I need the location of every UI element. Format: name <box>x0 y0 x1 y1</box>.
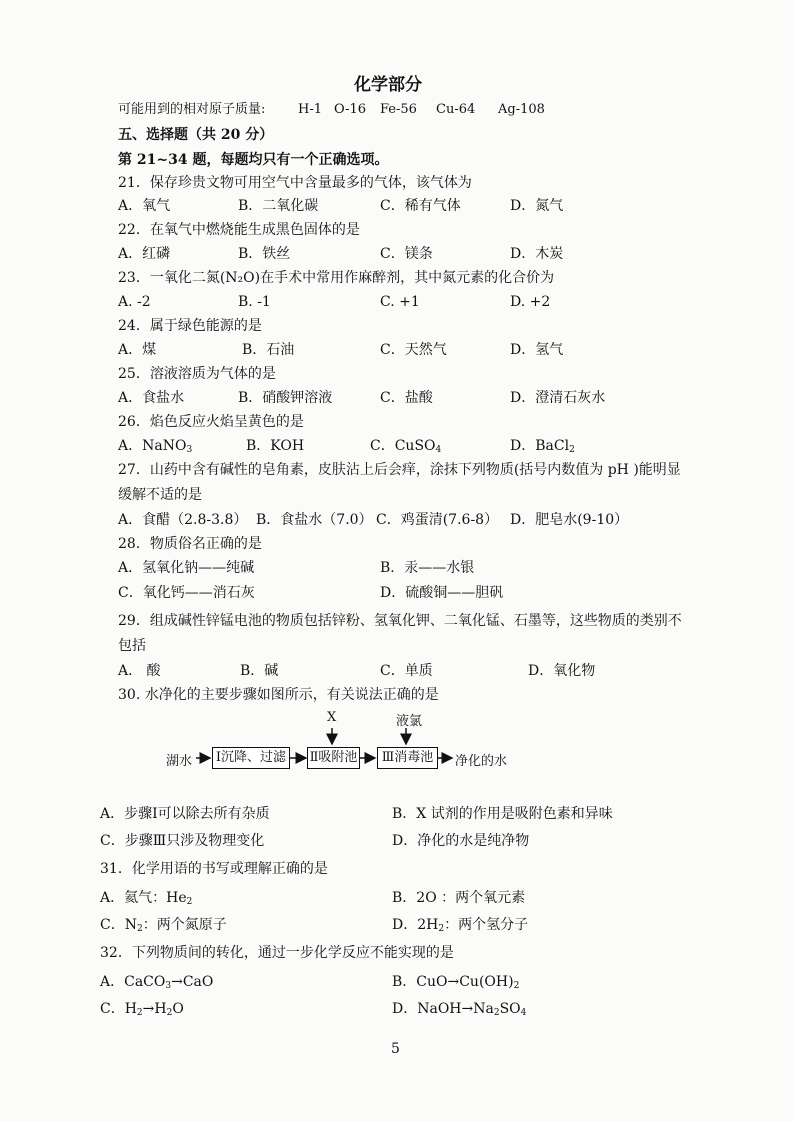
question-28-stem: 28．物质俗名正确的是 <box>118 536 262 552</box>
q28-option-a: A．氢氧化钠——纯碱 <box>118 560 255 576</box>
q24-option-c: C．天然气 <box>380 342 447 358</box>
q24-option-a: A．煤 <box>118 342 157 358</box>
mass-cu: Cu-64 <box>436 102 476 117</box>
q26-option-b: B．KOH <box>246 438 305 454</box>
q21-option-b: B．二氧化碳 <box>238 198 319 214</box>
diagram-input-lake-water: 湖水 <box>166 754 193 769</box>
q22-option-c: C．镁条 <box>380 246 433 262</box>
q30-option-c: C．步骤Ⅲ只涉及物理变化 <box>100 833 265 849</box>
question-29-stem-cont: 包括 <box>118 638 146 654</box>
q32-option-b: B．$CuO\to Cu(OH)_2$ <box>392 974 520 991</box>
q21-option-d: D．氮气 <box>510 198 564 214</box>
q30-option-a: A．步骤Ⅰ可以除去所有杂质 <box>100 806 270 822</box>
q22-option-a: A．红磷 <box>118 246 171 262</box>
q24-option-d: D．氢气 <box>510 342 564 358</box>
q25-option-b: B．硝酸钾溶液 <box>238 390 333 406</box>
question-21-stem: 21．保存珍贵文物可用空气中含量最多的气体，该气体为 <box>118 175 472 191</box>
question-23-stem: 23．一氧化二氮(N₂O)在手术中常用作麻醉剂，其中氮元素的化合价为 <box>118 270 555 286</box>
q23-option-c: C. +1 <box>380 294 420 310</box>
q22-option-b: B．铁丝 <box>238 246 291 262</box>
q28-option-b: B．汞——水银 <box>380 560 475 576</box>
q23-option-b: B. -1 <box>238 294 271 310</box>
question-24-stem: 24．属于绿色能源的是 <box>118 318 262 334</box>
q27-option-d: D．肥皂水(9-10） <box>510 512 629 528</box>
diagram-step-2-box: Ⅱ吸附池 <box>307 747 360 769</box>
question-27-stem: 27．山药中含有碱性的皂角素，皮肤沾上后会痒，涂抹下列物质(括号内数值为 pH )能明显 <box>118 462 681 478</box>
q23-option-d: D. +2 <box>510 294 551 310</box>
q26-option-c: C．CuSO$_4$ <box>370 438 442 455</box>
q29-option-d: D．氧化物 <box>528 663 596 679</box>
q31-option-b: B．2O ：两个氧元素 <box>392 890 526 906</box>
question-22-stem: 22．在氧气中燃烧能生成黑色固体的是 <box>118 222 360 238</box>
q29-option-c: C．单质 <box>380 663 433 679</box>
q32-option-a: A．CaCO$_3$→CaO <box>100 974 214 991</box>
q31-option-d: D．$2H_2$：两个氢分子 <box>392 917 529 934</box>
q31-option-c: C．$N_2$：两个氮原子 <box>100 917 227 934</box>
diagram-output-purified-water: 净化的水 <box>455 754 508 769</box>
q24-option-b: B．石油 <box>242 342 295 358</box>
question-31-stem: 31．化学用语的书写或理解正确的是 <box>100 861 328 877</box>
q25-option-c: C．盐酸 <box>380 390 433 406</box>
q29-option-a: A． 酸 <box>118 663 161 679</box>
q30-option-b: B．X 试剂的作用是吸附色素和异味 <box>392 806 613 822</box>
q25-option-a: A．食盐水 <box>118 390 185 406</box>
q21-option-a: A．氧气 <box>118 198 171 214</box>
section-header: 五、选择题（共 20 分） <box>118 127 274 143</box>
diagram-step-1-box: Ⅰ沉降、过滤 <box>212 747 290 769</box>
q32-option-c: C．$H_2\to H_2O$ <box>100 1001 184 1018</box>
mass-ag: Ag-108 <box>498 102 545 117</box>
q27-option-b: B．食盐水（7.0） <box>256 512 373 528</box>
q28-option-c: C．氧化钙——消石灰 <box>118 585 255 601</box>
q23-option-a: A. -2 <box>118 294 151 310</box>
q28-option-d: D．硫酸铜——胆矾 <box>380 585 504 601</box>
q32-option-d: D．$NaOH\to Na_2SO_4$ <box>392 1001 527 1018</box>
instruction: 第 21~34 题，每题均只有一个正确选项。 <box>118 152 389 168</box>
atomic-masses-label: 可能用到的相对原子质量: <box>118 102 266 117</box>
q27-option-c: C．鸡蛋清(7.6-8） <box>376 512 499 528</box>
q27-option-a: A．食醋（2.8-3.8） <box>118 512 248 528</box>
q25-option-d: D．澄清石灰水 <box>510 390 606 406</box>
q30-option-d: D．净化的水是纯净物 <box>392 833 530 849</box>
diagram-reagent-x: X <box>327 710 337 725</box>
question-30-stem: 30. 水净化的主要步骤如图所示，有关说法正确的是 <box>118 687 439 703</box>
page-title: 化学部分 <box>354 75 422 95</box>
q31-option-a: A．氦气：$He_2$ <box>100 890 193 907</box>
mass-h: H-1 <box>298 102 323 117</box>
mass-o: O-16 <box>334 102 367 117</box>
q22-option-d: D．木炭 <box>510 246 564 262</box>
q26-option-a: A．NaNO$_3$ <box>118 438 193 455</box>
question-25-stem: 25．溶液溶质为气体的是 <box>118 366 276 382</box>
q29-option-b: B．碱 <box>240 663 279 679</box>
question-29-stem: 29．组成碱性锌锰电池的物质包括锌粉、氢氧化钾、二氧化锰、石墨等，这些物质的类别不 <box>118 613 682 629</box>
q26-option-d: D．BaCl$_2$ <box>510 438 575 455</box>
diagram-step-3-box: Ⅲ消毒池 <box>377 747 438 769</box>
page-number: 5 <box>391 1041 400 1057</box>
q21-option-c: C．稀有气体 <box>380 198 461 214</box>
mass-fe: Fe-56 <box>380 102 417 117</box>
question-27-stem-cont: 缓解不适的是 <box>118 487 202 503</box>
diagram-reagent-liquid-chlorine: 液氯 <box>396 714 423 729</box>
question-32-stem: 32．下列物质间的转化，通过一步化学反应不能实现的是 <box>100 945 454 961</box>
question-26-stem: 26．焰色反应火焰呈黄色的是 <box>118 414 304 430</box>
